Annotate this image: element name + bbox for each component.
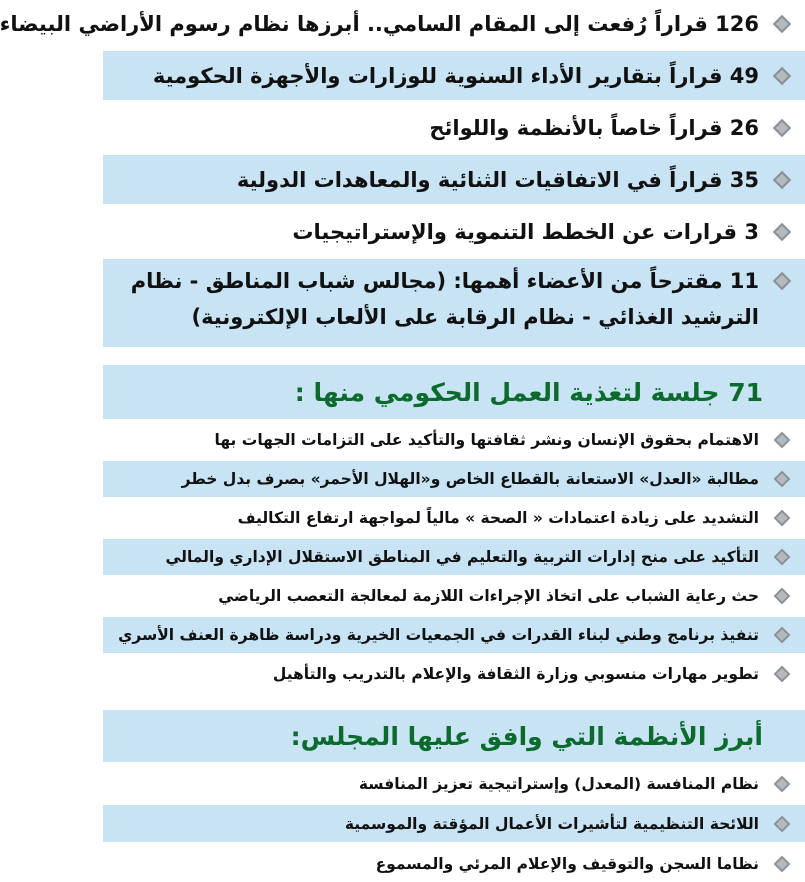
session-item-text: التأكيد على منح إدارات التربية والتعليم في المناطق الاستقلال الإداري والمالي [165,548,759,566]
diamond-bullet-icon [771,663,793,685]
diamond-bullet-icon [771,13,793,35]
diamond-bullet-icon [771,546,793,568]
diamond-bullet-icon [771,773,793,795]
session-item-text: حث رعاية الشباب على اتخاذ الإجراءات اللازمة لمعالجة التعصب الرياضي [218,587,759,605]
diamond-bullet-icon [771,429,793,451]
list-item [103,259,805,347]
session-item-text: التشديد على زيادة اعتمادات « الصحة » مالياً لمواجهة ارتفاع التكاليف [237,509,759,527]
diamond-bullet-icon [771,507,793,529]
diamond-bullet-icon [771,853,793,875]
decisions-section [0,0,805,347]
session-item-text: الاهتمام بحقوق الإنسان ونشر ثقافتها والتأكيد على التزامات الجهات بها [214,431,759,449]
diamond-bullet-icon [771,270,793,292]
systems-header: أبرز الأنظمة التي وافق عليها المجلس: [103,710,805,762]
decision-text: 49 قراراً بتقارير الأداء السنوية للوزارات والأجهزة الحكومية [152,63,759,88]
list-item [103,155,805,204]
decision-text: 26 قراراً خاصاً بالأنظمة واللوائح [429,115,759,140]
list-item [103,500,805,536]
list-item [103,539,805,575]
sessions-header: 71 جلسة لتغذية العمل الحكومي منها : [103,365,805,419]
system-item-text: اللائحة التنظيمية لتأشيرات الأعمال المؤقتة والموسمية [344,814,759,833]
list-item [103,51,805,100]
diamond-bullet-icon [771,221,793,243]
diamond-bullet-icon [771,624,793,646]
diamond-bullet-icon [771,117,793,139]
list-item [103,656,805,692]
systems-section [103,710,805,882]
list-item [103,578,805,614]
decision-text: 3 قرارات عن الخطط التنموية والإستراتيجيات [292,219,759,244]
list-item [0,0,805,48]
list-item [103,765,805,802]
list-item [103,103,805,152]
sessions-section [103,365,805,692]
decision-text: 126 قراراً رُفعت إلى المقام السامي.. أبرزها نظام رسوم الأراضي البيضاء [0,12,759,36]
decision-text: 11 مقترحاً من الأعضاء أهمها: (مجالس شباب المناطق - نظام الترشيد الغذائي - نظام الرقابة على الألعاب الإلكترونية) [130,269,759,329]
diamond-bullet-icon [771,169,793,191]
diamond-bullet-icon [771,585,793,607]
session-item-text: تطوير مهارات منسوبي وزارة الثقافة والإعلام بالتدريب والتأهيل [272,665,759,683]
diamond-bullet-icon [771,813,793,835]
list-item [103,617,805,653]
decision-text: 35 قراراً في الاتفاقيات الثنائية والمعاهدات الدولية [236,167,759,192]
list-item [103,845,805,882]
system-item-text: نظاما السجن والتوقيف والإعلام المرئي والمسموع [375,854,759,873]
list-item [103,461,805,497]
diamond-bullet-icon [771,468,793,490]
system-item-text: نظام المنافسة (المعدل) وإستراتيجية تعزيز المنافسة [358,774,759,793]
session-item-text: تنفيذ برنامج وطني لبناء القدرات في الجمعيات الخيرية ودراسة ظاهرة العنف الأسري [118,626,759,644]
list-item [103,422,805,458]
list-item [103,805,805,842]
session-item-text: مطالبة «العدل» الاستعانة بالقطاع الخاص و«الهلال الأحمر» بصرف بدل خطر [181,470,759,488]
list-item [103,207,805,256]
diamond-bullet-icon [771,65,793,87]
